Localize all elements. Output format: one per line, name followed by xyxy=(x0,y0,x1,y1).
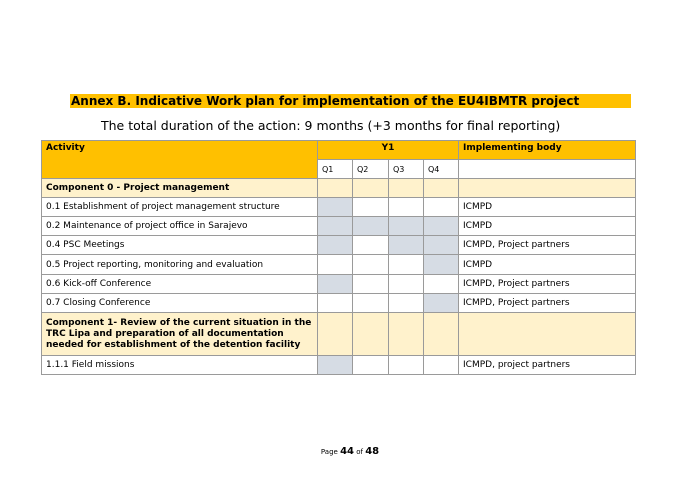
activity-row xyxy=(42,217,636,236)
implementing-body-cell: ICMPD, Project partners xyxy=(459,294,636,313)
activity-row xyxy=(42,255,636,275)
header-quarter: Q3 xyxy=(389,160,424,179)
activity-cell: 0.5 Project reporting, monitoring and evaluation xyxy=(42,255,318,275)
quarter-cell xyxy=(318,217,353,236)
quarter-cell xyxy=(318,356,353,375)
implementing-body-cell: ICMPD, Project partners xyxy=(459,236,636,255)
quarter-cell xyxy=(318,198,353,217)
quarter-cell xyxy=(424,198,459,217)
quarter-cell xyxy=(424,313,459,356)
activity-cell: 1.1.1 Field missions xyxy=(42,356,318,375)
quarter-cell xyxy=(389,275,424,294)
quarter-cell xyxy=(389,294,424,313)
quarter-cell xyxy=(353,255,389,275)
quarter-cell xyxy=(424,275,459,294)
activity-row xyxy=(42,356,636,375)
quarter-cell xyxy=(353,179,389,198)
component-row xyxy=(42,313,636,356)
header-body-spacer xyxy=(459,160,636,179)
activity-cell: 0.1 Establishment of project management structure xyxy=(42,198,318,217)
quarter-cell xyxy=(424,255,459,275)
activity-row xyxy=(42,198,636,217)
quarter-cell xyxy=(318,294,353,313)
activity-cell: Component 1- Review of the current situation in the TRC Lipa and preparation of all documentation needed for establishment of the detention facility xyxy=(42,313,318,356)
table-body xyxy=(42,179,636,375)
quarter-cell xyxy=(353,313,389,356)
implementing-body-cell xyxy=(459,179,636,198)
footer-page-label: Page xyxy=(320,448,338,456)
footer-page-number: 44 xyxy=(340,446,354,457)
quarter-cell xyxy=(424,179,459,198)
quarter-cell xyxy=(389,313,424,356)
implementing-body-cell: ICMPD xyxy=(459,198,636,217)
quarter-cell xyxy=(389,236,424,255)
quarter-cell xyxy=(353,217,389,236)
activity-cell: 0.4 PSC Meetings xyxy=(42,236,318,255)
quarter-cell xyxy=(424,217,459,236)
quarter-cell xyxy=(389,356,424,375)
quarter-cell xyxy=(318,236,353,255)
activity-row xyxy=(42,275,636,294)
quarter-cell xyxy=(389,255,424,275)
activity-cell: Component 0 - Project management xyxy=(42,179,318,198)
header-year: Y1 xyxy=(318,141,459,160)
quarter-cell xyxy=(318,179,353,198)
quarter-cell xyxy=(353,356,389,375)
quarter-cell xyxy=(389,198,424,217)
header-quarter: Q1 xyxy=(318,160,353,179)
implementing-body-cell: ICMPD, Project partners xyxy=(459,275,636,294)
activity-cell: 0.7 Closing Conference xyxy=(42,294,318,313)
quarter-cell xyxy=(353,294,389,313)
work-plan-table xyxy=(41,140,636,375)
quarter-cell xyxy=(318,275,353,294)
implementing-body-cell: ICMPD, project partners xyxy=(459,356,636,375)
quarter-cell xyxy=(389,179,424,198)
activity-cell: 0.6 Kick-off Conference xyxy=(42,275,318,294)
implementing-body-cell: ICMPD xyxy=(459,255,636,275)
activity-row xyxy=(42,236,636,255)
quarter-cell xyxy=(318,313,353,356)
footer-page-total: 48 xyxy=(365,446,380,457)
quarter-cell xyxy=(353,236,389,255)
quarter-cell xyxy=(318,255,353,275)
page-footer xyxy=(0,446,700,457)
quarter-cell xyxy=(353,275,389,294)
component-row xyxy=(42,179,636,198)
footer-of-label: of xyxy=(356,448,363,456)
implementing-body-cell xyxy=(459,313,636,356)
quarter-cell xyxy=(353,198,389,217)
implementing-body-cell: ICMPD xyxy=(459,217,636,236)
quarter-cell xyxy=(424,236,459,255)
annex-heading: Annex B. Indicative Work plan for implementation of the EU4IBMTR project xyxy=(70,94,631,108)
header-quarter: Q2 xyxy=(353,160,389,179)
quarter-cell xyxy=(389,217,424,236)
duration-subtitle: The total duration of the action: 9 months (+3 months for final reporting) xyxy=(101,118,561,133)
header-activity: Activity xyxy=(42,141,318,179)
header-quarter: Q4 xyxy=(424,160,459,179)
quarter-cell xyxy=(424,294,459,313)
header-implementing-body: Implementing body xyxy=(459,141,636,160)
activity-row xyxy=(42,294,636,313)
activity-cell: 0.2 Maintenance of project office in Sarajevo xyxy=(42,217,318,236)
quarter-cell xyxy=(424,356,459,375)
